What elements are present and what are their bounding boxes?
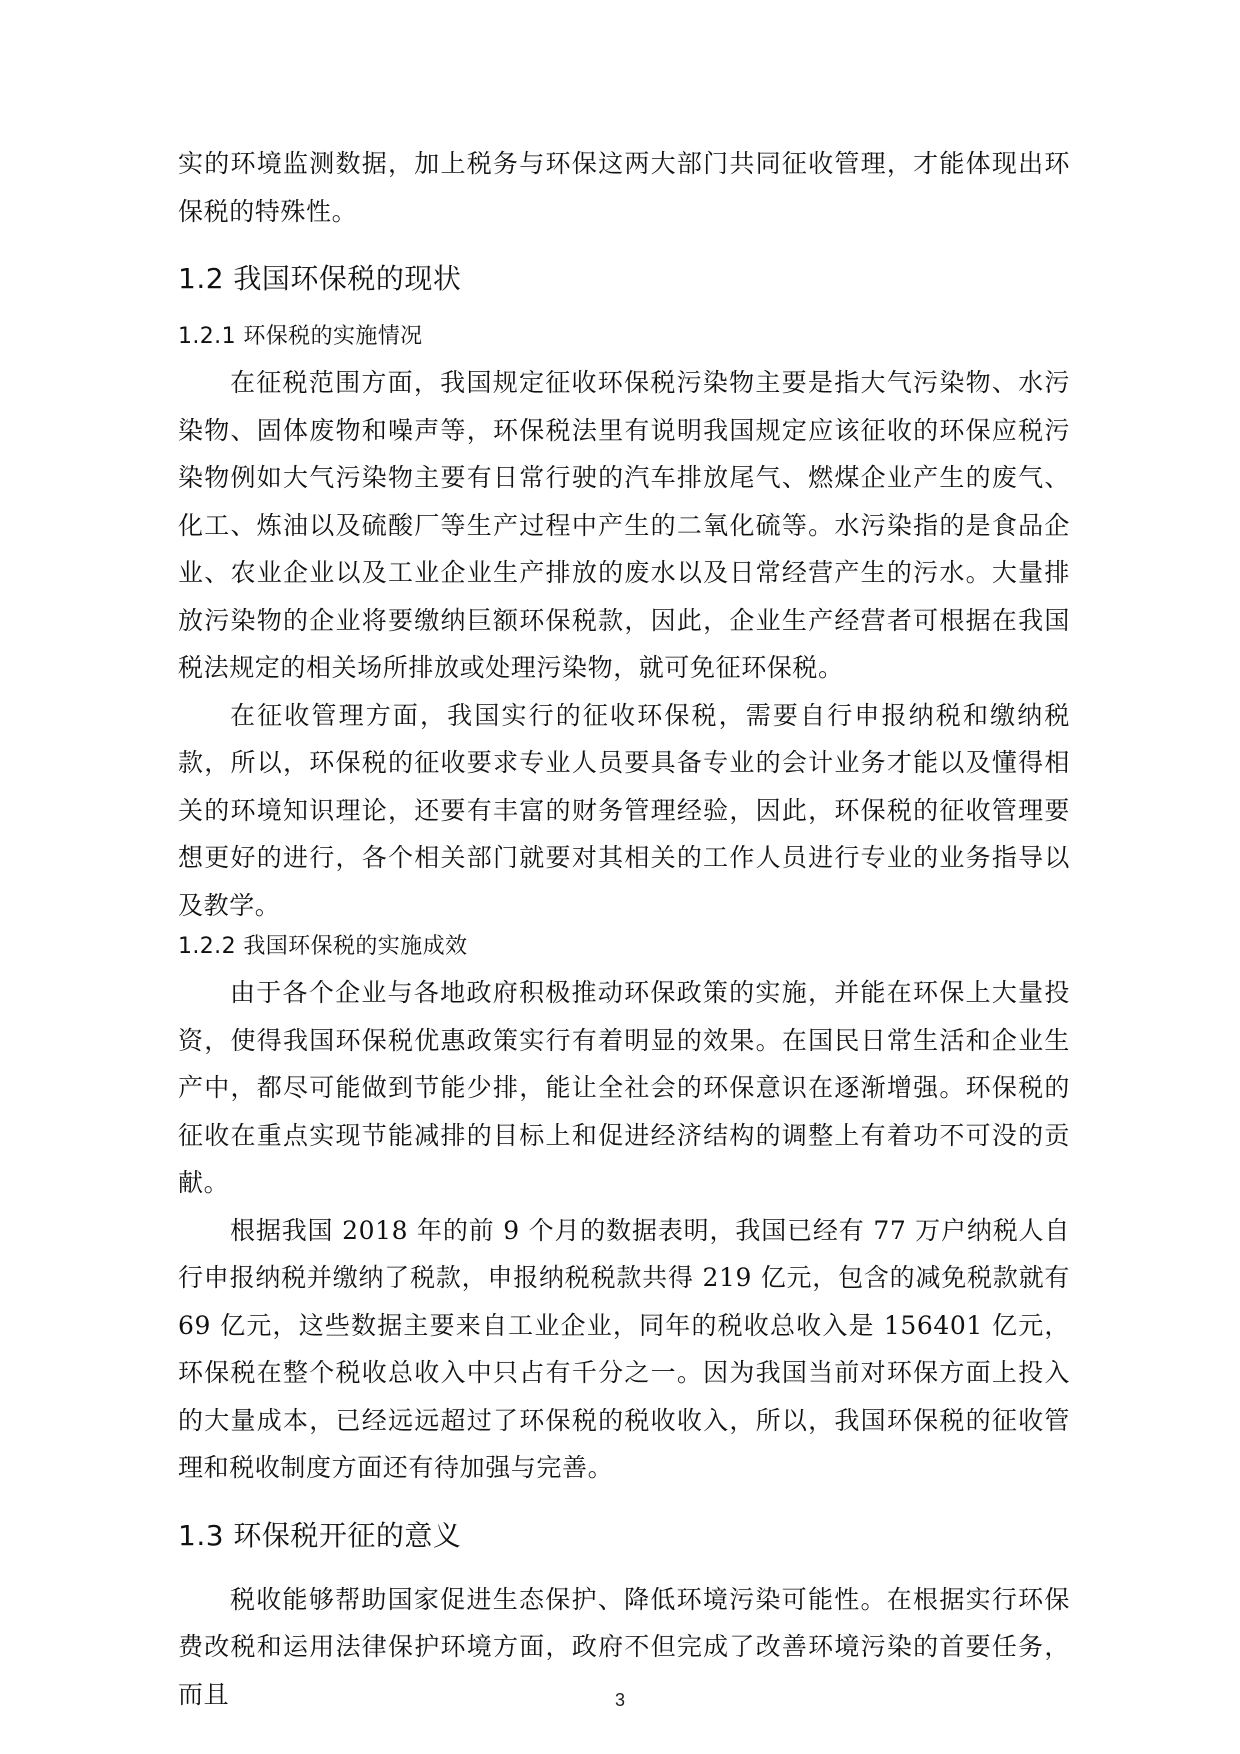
page-content <box>178 140 1070 1718</box>
subsection-heading-1-2-2: 1.2.2 我国环保税的实施成效 <box>178 934 468 959</box>
body-paragraph: 在征税范围方面，我国规定征收环保税污染物主要是指大气污染物、水污染物、固体废物和噪声等，环保税法里有说明我国规定应该征收的环保应税污染物例如大气污染物主要有日常行驶的汽车排放尾气、燃煤企业产生的废气、化工、炼油以及硫酸厂等生产过程中产生的二氧化硫等。水污染指的是食品企业、农业企业以及工业企业生产排放的废水以及日常经营产生的污水。大量排放污染物的企业将要缴纳巨额环保税款，因此，企业生产经营者可根据在我国税法规定的相关场所排放或处理污染物，就可免征环保税。 <box>178 368 1070 682</box>
body-paragraph: 税收能够帮助国家促进生态保护、降低环境污染可能性。在根据实行环保费改税和运用法律保护环境方面，政府不但完成了改善环境污染的首要任务，而且 <box>178 1584 1070 1709</box>
page-number: 3 <box>614 1690 625 1710</box>
body-paragraph: 在征收管理方面，我国实行的征收环保税，需要自行申报纳税和缴纳税款，所以，环保税的征收要求专业人员要具备专业的会计业务才能以及懂得相关的环境知识理论，还要有丰富的财务管理经验，因此，环保税的征收管理要想更好的进行，各个相关部门就要对其相关的工作人员进行专业的业务指导以及教学。 <box>178 700 1070 920</box>
continued-paragraph: 实的环境监测数据，加上税务与环保这两大部门共同征收管理，才能体现出环保税的特殊性。 <box>178 149 1070 226</box>
body-paragraph: 由于各个企业与各地政府积极推动环保政策的实施，并能在环保上大量投资，使得我国环保税优惠政策实行有着明显的效果。在国民日常生活和企业生产中，都尽可能做到节能少排，能让全社会的环保意识在逐渐增强。环保税的征收在重点实现节能减排的目标上和促进经济结构的调整上有着功不可没的贡献。 <box>178 978 1070 1197</box>
body-paragraph: 根据我国 2018 年的前 9 个月的数据表明，我国已经有 77 万户纳税人自行申报纳税并缴纳了税款，申报纳税税款共得 219 亿元，包含的减免税款就有 69 亿元，这些数据主要来自工业企业，同年的税收总收入是 156401 亿元，环保税在整个税收总收入中只占有千分之一。因为我国当前对环保方面上投入的大量成本，已经远远超过了环保税的税收收入，所以，我国环保税的征收管理和税收制度方面还有待加强与完善。 <box>178 1215 1070 1482</box>
subsection-heading-1-2-1: 1.2.1 环保税的实施情况 <box>178 324 423 349</box>
section-heading-1-3: 1.3 环保税开征的意义 <box>178 1518 462 1552</box>
section-heading-1-2: 1.2 我国环保税的现状 <box>178 262 462 295</box>
